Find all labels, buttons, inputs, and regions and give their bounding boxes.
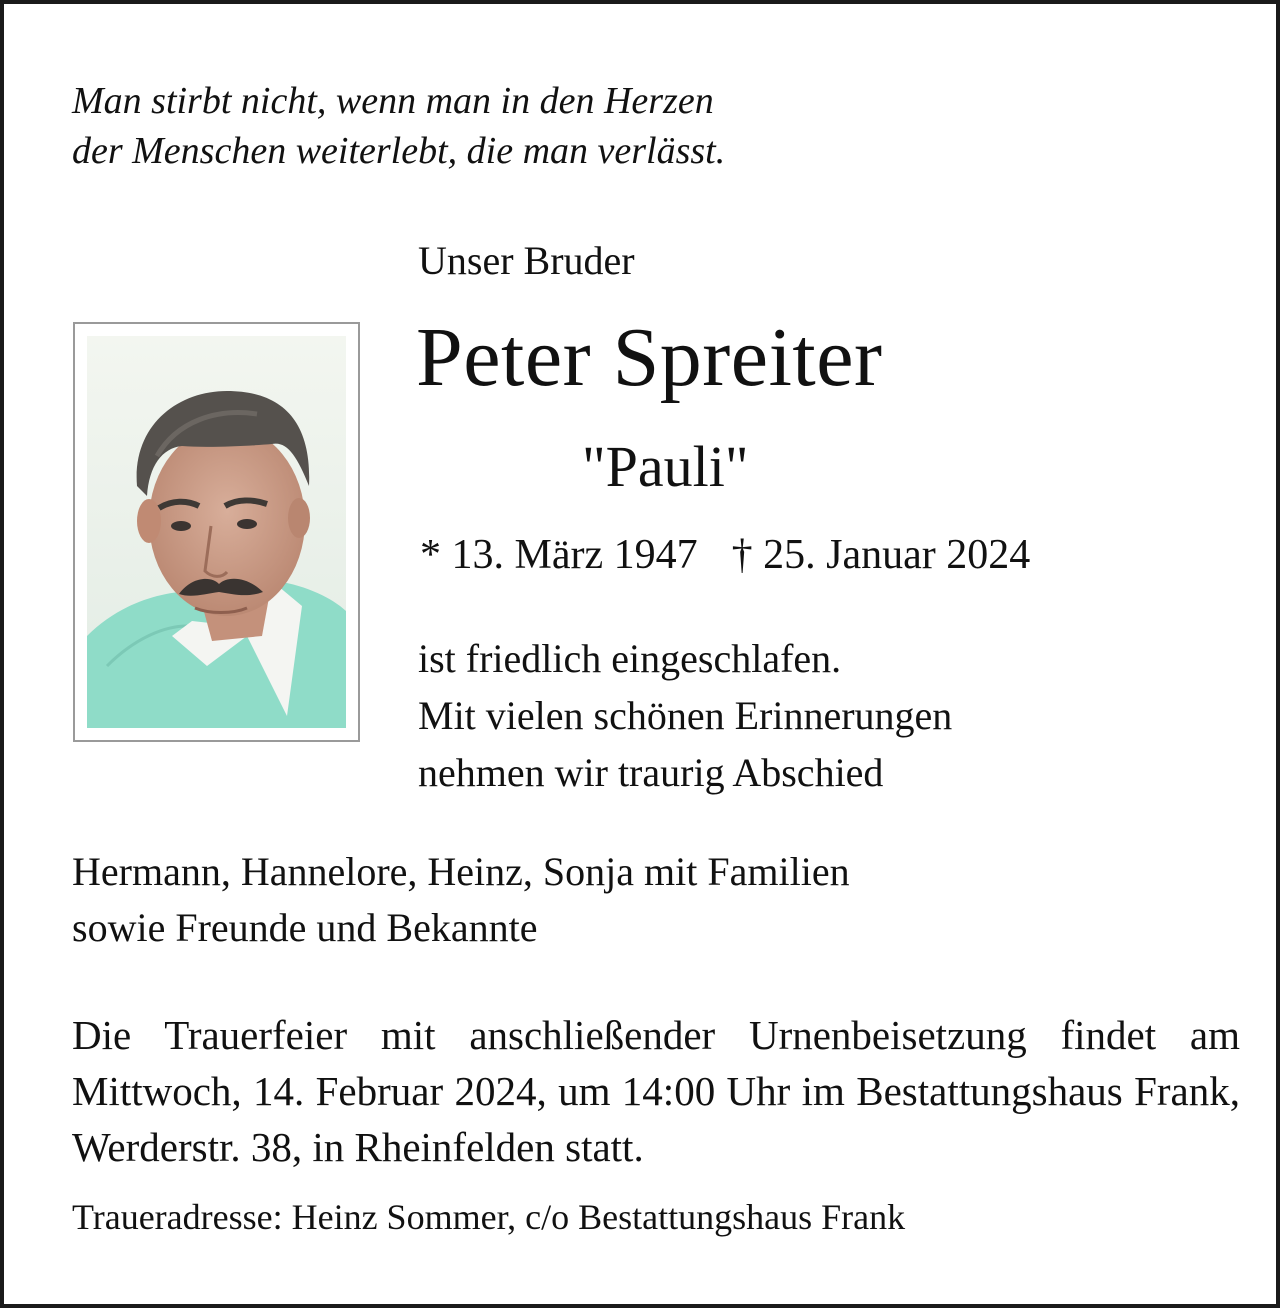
deceased-nickname: "Pauli" <box>582 434 749 499</box>
message-line-3: nehmen wir traurig Abschied <box>418 750 884 795</box>
motto-line-2: der Menschen weiterlebt, die man verlässt. <box>72 130 726 172</box>
motto-quote <box>72 76 725 176</box>
mourning-address: Traueradresse: Heinz Sommer, c/o Bestattungshaus Frank <box>72 1197 906 1237</box>
mourners-line-1: Hermann, Hannelore, Heinz, Sonja mit Familien <box>72 849 850 894</box>
life-dates <box>420 528 1030 582</box>
mourners-list <box>72 844 850 956</box>
death-date: † 25. Januar 2024 <box>731 532 1031 578</box>
birth-date: * 13. März 1947 <box>420 532 698 578</box>
intro-text: Unser Bruder <box>418 238 635 283</box>
message-line-1: ist friedlich eingeschlafen. <box>418 636 842 681</box>
message-line-2: Mit vielen schönen Erinnerungen <box>418 693 953 738</box>
portrait-photo <box>87 336 346 728</box>
ceremony-details: Die Trauerfeier mit anschließender Urnenbeisetzung findet am Mittwoch, 14. Februar 2024, um 14:00 Uhr im Bestattungshaus Frank, Werderstr. 38, in Rheinfelden statt. <box>72 1012 1240 1170</box>
mourners-line-2: sowie Freunde und Bekannte <box>72 905 538 950</box>
motto-line-1: Man stirbt nicht, wenn man in den Herzen <box>72 80 714 122</box>
portrait-photo-frame <box>73 322 360 742</box>
deceased-name: Peter Spreiter <box>416 311 883 404</box>
farewell-message <box>418 630 952 801</box>
